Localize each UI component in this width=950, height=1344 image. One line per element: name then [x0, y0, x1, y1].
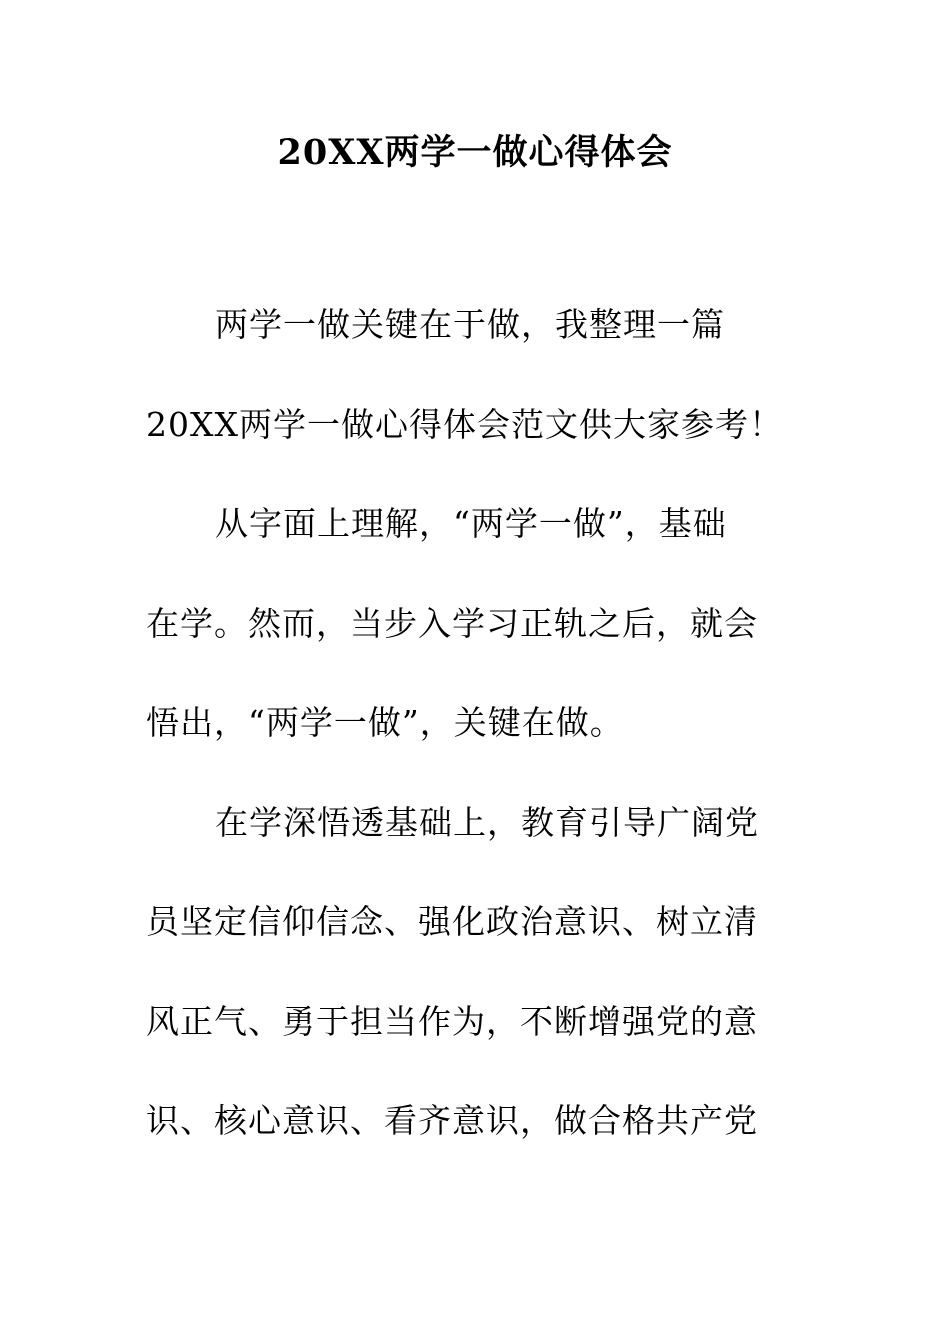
paragraph-line: 20XX两学一做心得体会范文供大家参考！ [146, 405, 783, 444]
paragraph-line: 在学深悟透基础上，教育引导广阔党 [215, 803, 759, 842]
paragraph-line: 风正气、勇于担当作为，不断增强党的意 [146, 1002, 758, 1041]
paragraph-line: 悟出，“两学一做”，关键在做。 [146, 703, 624, 742]
document-title: 20XX两学一做心得体会 [277, 132, 673, 173]
paragraph-line: 从字面上理解，“两学一做”，基础 [215, 504, 727, 543]
paragraph-line: 员坚定信仰信念、强化政治意识、树立清 [146, 902, 758, 941]
paragraph-line: 在学。然而，当步入学习正轨之后，就会 [146, 604, 758, 643]
paragraph-line: 识、核心意识、看齐意识，做合格共产党 [146, 1101, 758, 1140]
paragraph-line: 两学一做关键在于做，我整理一篇 [215, 305, 725, 344]
